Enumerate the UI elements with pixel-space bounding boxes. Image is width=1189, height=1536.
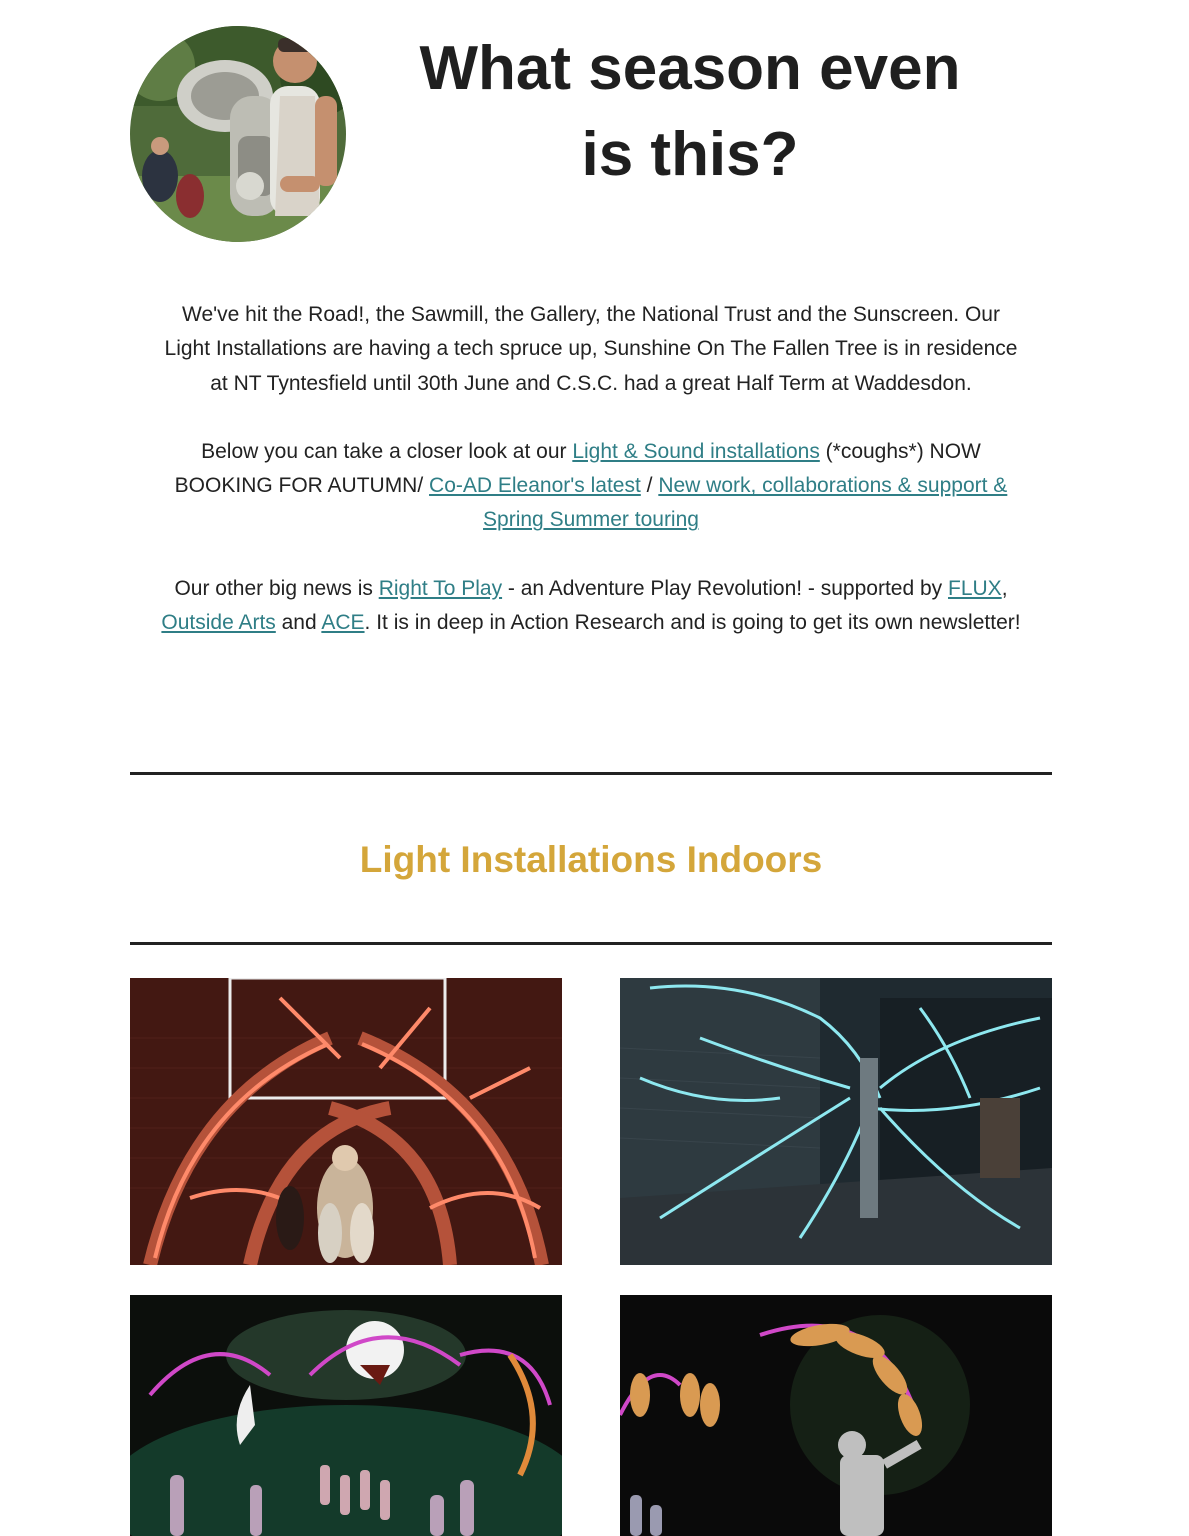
tuba-player-photo-icon xyxy=(130,26,346,242)
page-title xyxy=(370,26,1010,198)
intro-p3-text: , xyxy=(1001,576,1008,600)
flux-link[interactable]: FLUX xyxy=(948,576,1002,600)
intro-p3-text: - an Adventure Play Revolution! - supported by xyxy=(502,576,948,600)
intro-paragraph-3 xyxy=(160,572,1022,641)
intro-paragraph-2 xyxy=(160,435,1022,538)
intro-p3-text: and xyxy=(275,611,322,635)
red-light-installation-image xyxy=(130,978,562,1265)
installation-render-green-image xyxy=(130,1295,562,1536)
new-work-link[interactable]: New work, collaborations & support & Spring Summer touring xyxy=(483,474,1008,532)
co-ad-eleanor-link[interactable]: Co-AD Eleanor's latest xyxy=(429,474,641,498)
installation-photo-red[interactable] xyxy=(130,978,562,1265)
blue-light-installation-image xyxy=(620,978,1052,1265)
section-divider-top xyxy=(130,772,1052,775)
intro-p2-separator: / xyxy=(640,474,659,498)
newsletter-header xyxy=(130,26,1052,242)
installation-render-dark[interactable] xyxy=(620,1295,1052,1536)
installation-render-green[interactable] xyxy=(130,1295,562,1536)
intro-p2-text: Below you can take a closer look at our xyxy=(201,439,573,463)
intro-p2-text: (*coughs*) NOW BOOKING FOR AUTUMN/ xyxy=(174,439,981,498)
page-title-line-2: is this? xyxy=(581,120,799,189)
page-title-line-1: What season even xyxy=(419,34,961,103)
intro-p3-text: . It is in deep in Action Research and is going to get its own newsletter! xyxy=(364,611,1021,635)
intro-paragraph-1: We've hit the Road!, the Sawmill, the Gallery, the National Trust and the Sunscreen. Our Light Installations are having a tech spruce up, Sunshine On The Fallen Tree is in residence at NT Tyntesfield until 30th June and C.S.C. had a great Half Term at Waddesdon. xyxy=(164,303,1018,395)
installation-render-dark-image xyxy=(620,1295,1052,1536)
section-heading: Light Installations Indoors xyxy=(359,839,823,880)
ace-link[interactable]: ACE xyxy=(321,611,365,635)
section-divider-bottom xyxy=(130,942,1052,945)
intro-text xyxy=(160,298,1022,674)
outside-arts-link[interactable]: Outside Arts xyxy=(161,611,276,635)
light-sound-installations-link[interactable]: Light & Sound installations xyxy=(572,439,820,463)
header-photo xyxy=(130,26,346,242)
installation-photo-blue[interactable] xyxy=(620,978,1052,1265)
right-to-play-link[interactable]: Right To Play xyxy=(378,576,503,600)
intro-p3-text: Our other big news is xyxy=(174,576,379,600)
